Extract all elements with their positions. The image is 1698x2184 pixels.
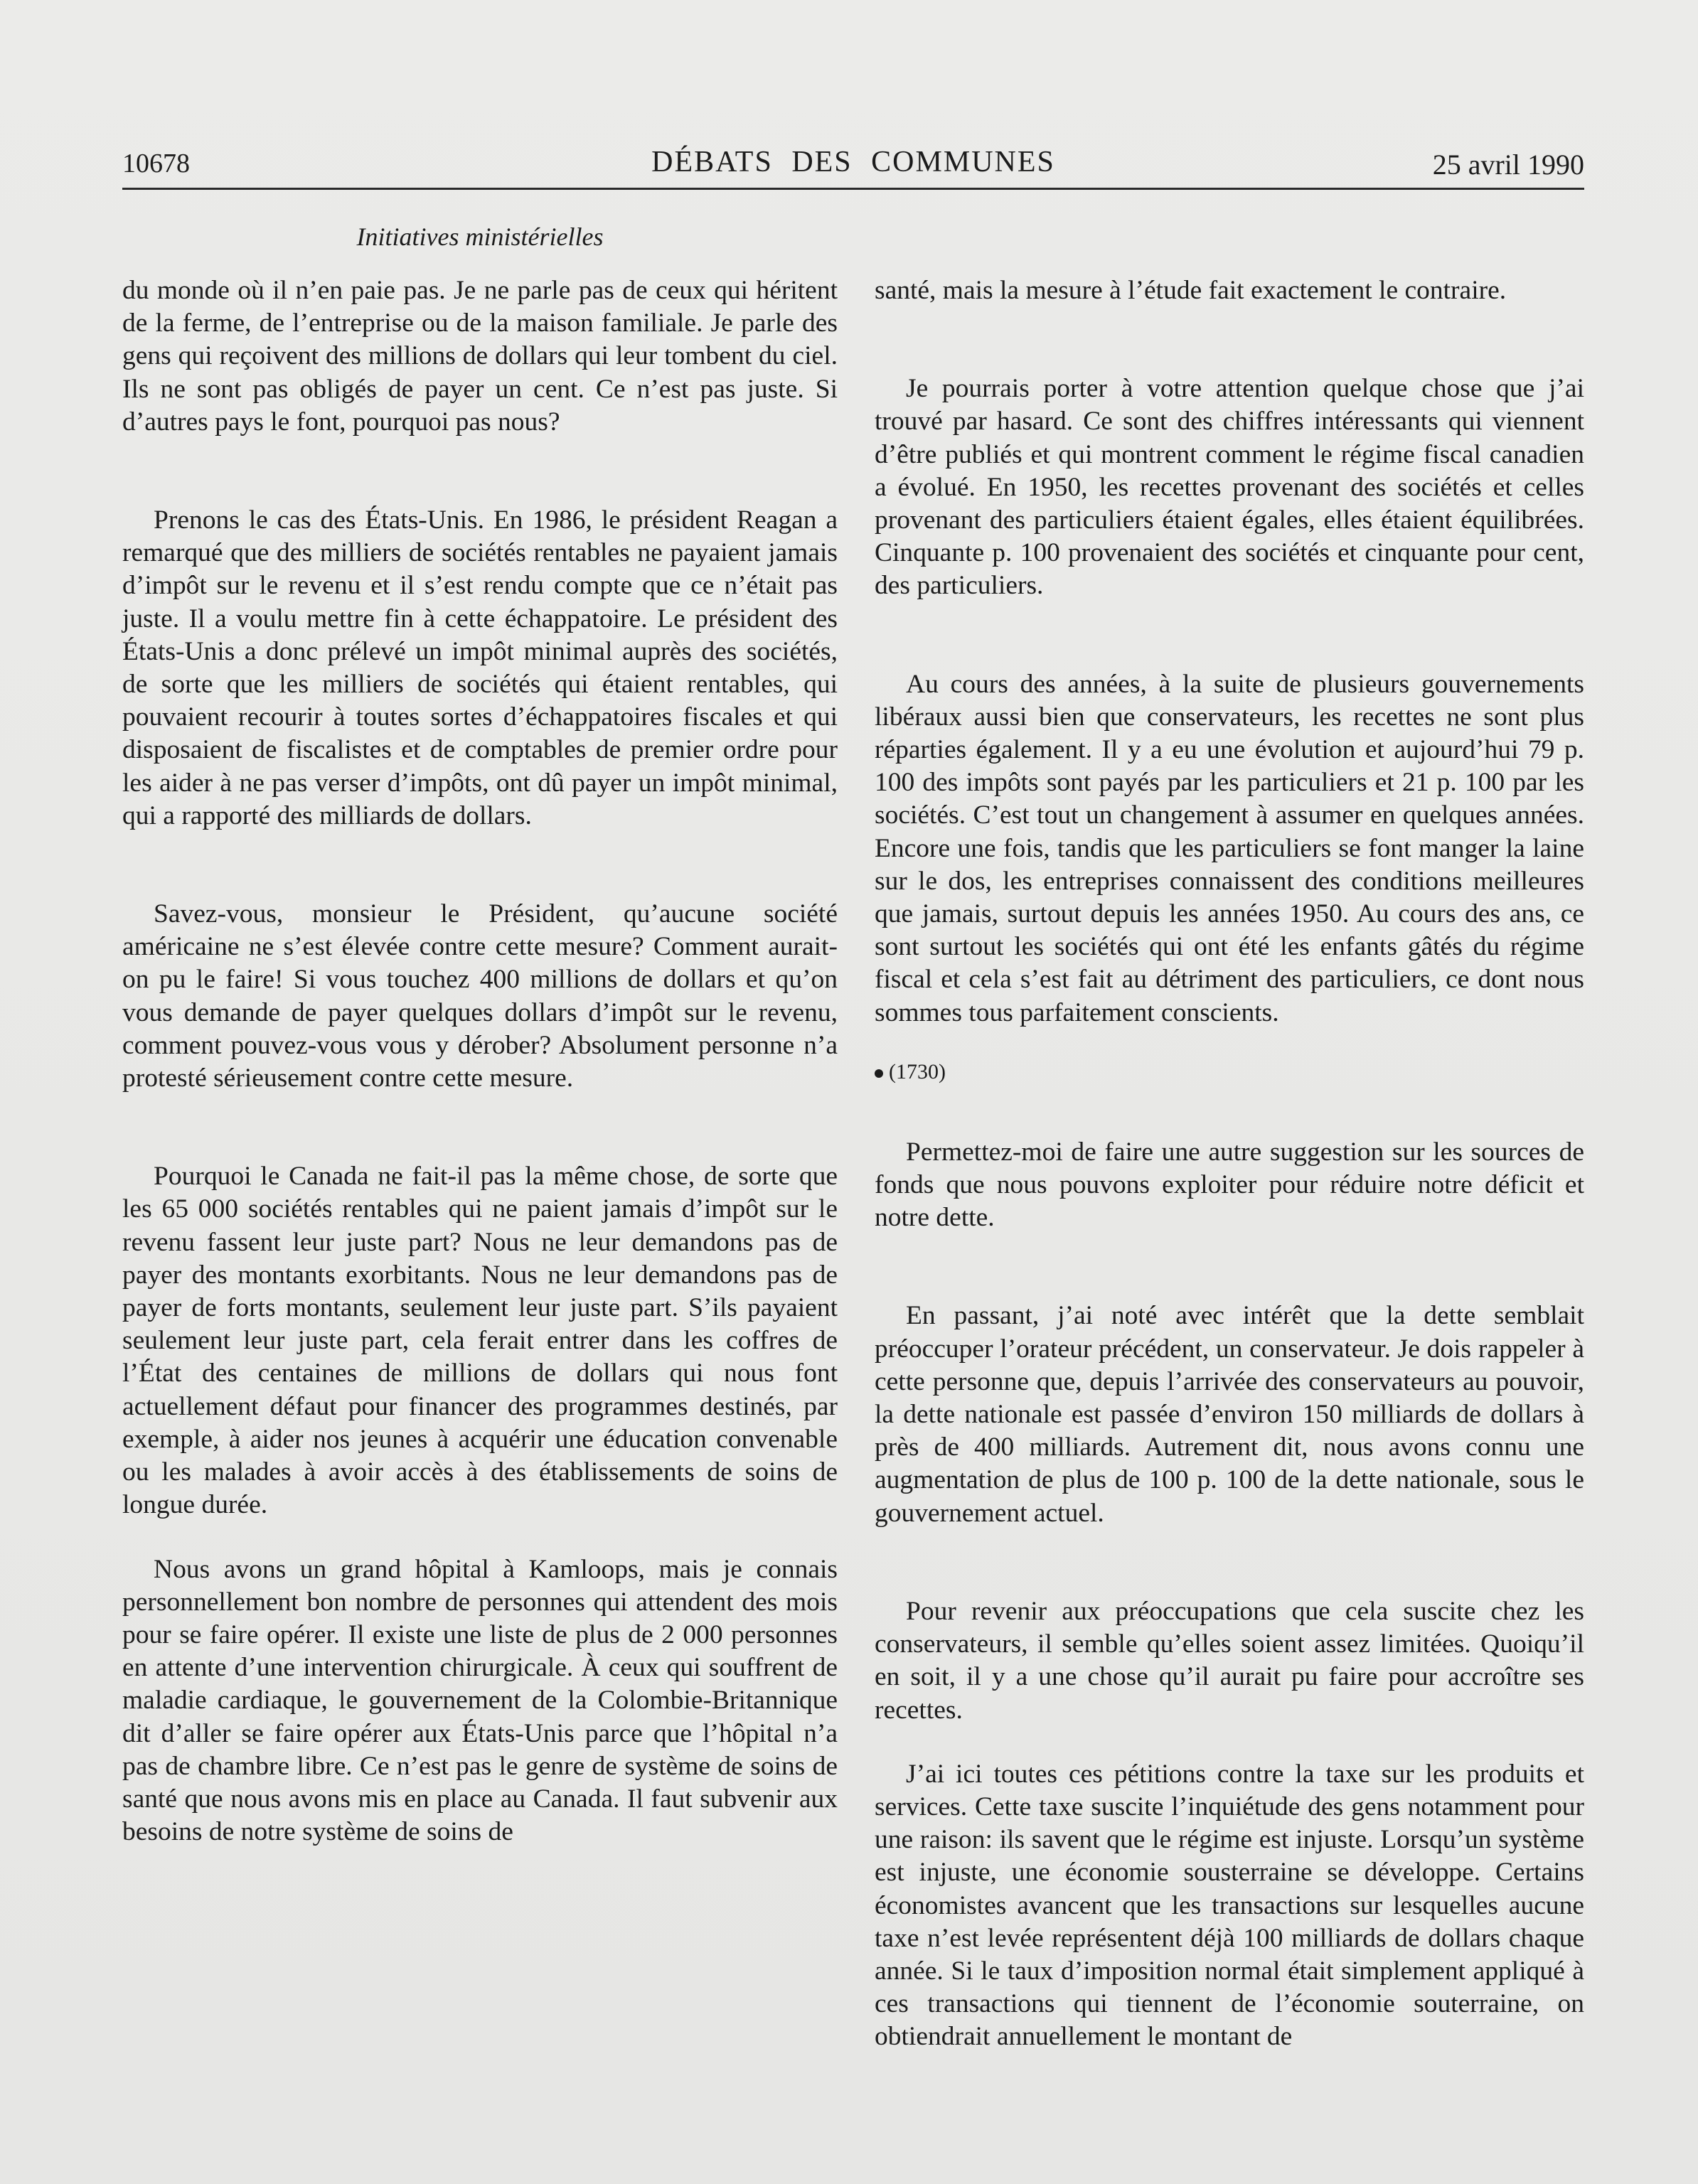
issue-date: 25 avril 1990 xyxy=(1432,149,1584,181)
paragraph: Au cours des années, à la suite de plusieurs gouvernements libéraux aussi bien que conservateurs, les recettes ne sont plus réparties également. Il y a eu une évolution et aujourd’hui 79 p. 100 des impôts sont payés par les particuliers et 21 p. 100 par les sociétés. C’est tout un changement à assumer en quelques années. Encore une fois, tandis que les particuliers se font manger la laine sur le dos, les entreprises connaissent des conditions meilleures que jamais, surtout depuis les années 1950. Au cours des ans, ce sont surtout les sociétés qui ont été les enfants gâtés du régime fiscal et cela s’est fait au détriment des particuliers, ce dont nous sommes tous parfaitement conscients. xyxy=(875,669,1584,1027)
paragraph: santé, mais la mesure à l’étude fait exactement le contraire. xyxy=(875,276,1507,305)
paragraph: Pour revenir aux préoccupations que cela suscite chez les conservateurs, il semble qu’elles soient assez limitées. Quoiqu’il en soit, il y a une chose qu’il aurait pu faire pour accroître ses recettes. xyxy=(875,1596,1584,1725)
paragraph: J’ai ici toutes ces pétitions contre la taxe sur les produits et services. Cette taxe suscite l’inquiétude des gens notamment pour une raison: ils savent que le régime est injuste. Lorsqu’un système est injuste, une économie sousterraine se développe. Certains économistes avancent que les transactions sur lesquelles aucune taxe n’est levée représentent déjà 100 milliards de dollars chaque année. Si le taux d’imposition normal était simplement appliqué à ces transactions qui tiennent de l’économie souterraine, on obtiendrait annuellement le montant de xyxy=(875,1759,1584,2052)
journal-title: DÉBATS DES COMMUNES xyxy=(651,146,1055,178)
paragraph: Prenons le cas des États-Unis. En 1986, le président Reagan a remarqué que des milliers de sociétés rentables ne payaient jamais d’impôt sur le revenu et il s’est rendu compte que ce n’était pas juste. Il a voulu mettre fin à cette échappatoire. Le président des États-Unis a donc prélevé un impôt minimal auprès des sociétés, de sorte que les milliers de sociétés qui étaient rentables, qui pouvaient recourir à toutes sortes d’échappatoires fiscales et qui disposaient de fiscalistes et de comptables de premier ordre pour les aider à ne pas verser d’impôts, ont dû payer un impôt minimal, qui a rapporté des milliards de dollars. xyxy=(122,505,838,830)
section-title: Initiatives ministérielles xyxy=(356,223,604,251)
paragraph: Permettez-moi de faire une autre suggestion sur les sources de fonds que nous pouvons exploiter pour réduire notre déficit et notre dette. xyxy=(875,1137,1584,1233)
paragraph: Je pourrais porter à votre attention quelque chose que j’ai trouvé par hasard. Ce sont des chiffres intéressants qui viennent d’être publiés et qui montrent comment le régime fiscal canadien a évolué. En 1950, les recettes provenant des sociétés et celles provenant des particuliers étaient égales, elles étaient équilibrées. Cinquante p. 100 provenaient des sociétés et cinquante pour cent, des particuliers. xyxy=(875,374,1584,601)
right-column xyxy=(875,274,1584,2119)
paragraph: du monde où il n’en paie pas. Je ne parle pas de ceux qui héritent de la ferme, de l’entreprise ou de la maison familiale. Je parle des gens qui reçoivent des millions de dollars qui leur tombent du ciel. Ils ne sont pas obligés de payer un cent. Ce n’est pas juste. Si d’autres pays le font, pourquoi pas nous? xyxy=(122,276,838,437)
bullet-icon xyxy=(875,1069,883,1078)
page-number: 10678 xyxy=(122,149,190,178)
paragraph: Savez-vous, monsieur le Président, qu’aucune société américaine ne s’est élevée contre cette mesure? Comment aurait-on pu le faire! Si vous touchez 400 millions de dollars et qu’on vous demande de payer quelques dollars d’impôt sur le revenu, comment pouvez-vous vous y dérober? Absolument personne n’a protesté sérieusement contre cette mesure. xyxy=(122,899,838,1093)
page-header xyxy=(122,142,1584,190)
paragraph: En passant, j’ai noté avec intérêt que la dette semblait préoccuper l’orateur précédent, un conservateur. Je dois rappeler à cette personne que, depuis l’arrivée des conservateurs au pouvoir, la dette nationale est passée d’environ 150 milliards de dollars à près de 400 milliards. Autrement dit, nous avons connu une augmentation de plus de 100 p. 100 de la dette nationale, sous le gouvernement actuel. xyxy=(875,1301,1584,1528)
time-marker xyxy=(875,1058,1584,1086)
time-marker-text: (1730) xyxy=(889,1059,946,1083)
paragraph: Pourquoi le Canada ne fait-il pas la même chose, de sorte que les 65 000 sociétés rentables qui ne paient jamais d’impôt sur le revenu fassent leur juste part? Nous ne leur demandons pas de payer des montants exorbitants. Nous ne leur demandons pas de payer de forts montants, seulement leur juste part. S’ils payaient seulement leur juste part, cela ferait entrer dans les coffres de l’État des centaines de millions de dollars qui nous font actuellement défaut pour financer des programmes destinés, par exemple, à aider nos jeunes à acquérir une éducation convenable ou les malades à avoir accès à des établissements de soins de longue durée. xyxy=(122,1162,838,1520)
left-column xyxy=(122,274,838,1914)
paragraph: Nous avons un grand hôpital à Kamloops, mais je connais personnellement bon nombre de personnes qui attendent des mois pour se faire opérer. Il existe une liste de plus de 2 000 personnes en attente d’une intervention chirurgicale. À ceux qui souffrent de maladie cardiaque, le gouvernement de la Colombie-Britannique dit d’aller se faire opérer aux États-Unis parce que l’hôpital n’a pas de chambre libre. Ce n’est pas le genre de système de soins de santé que nous avons mis en place au Canada. Il faut subvenir aux besoins de notre système de soins de xyxy=(122,1554,838,1847)
